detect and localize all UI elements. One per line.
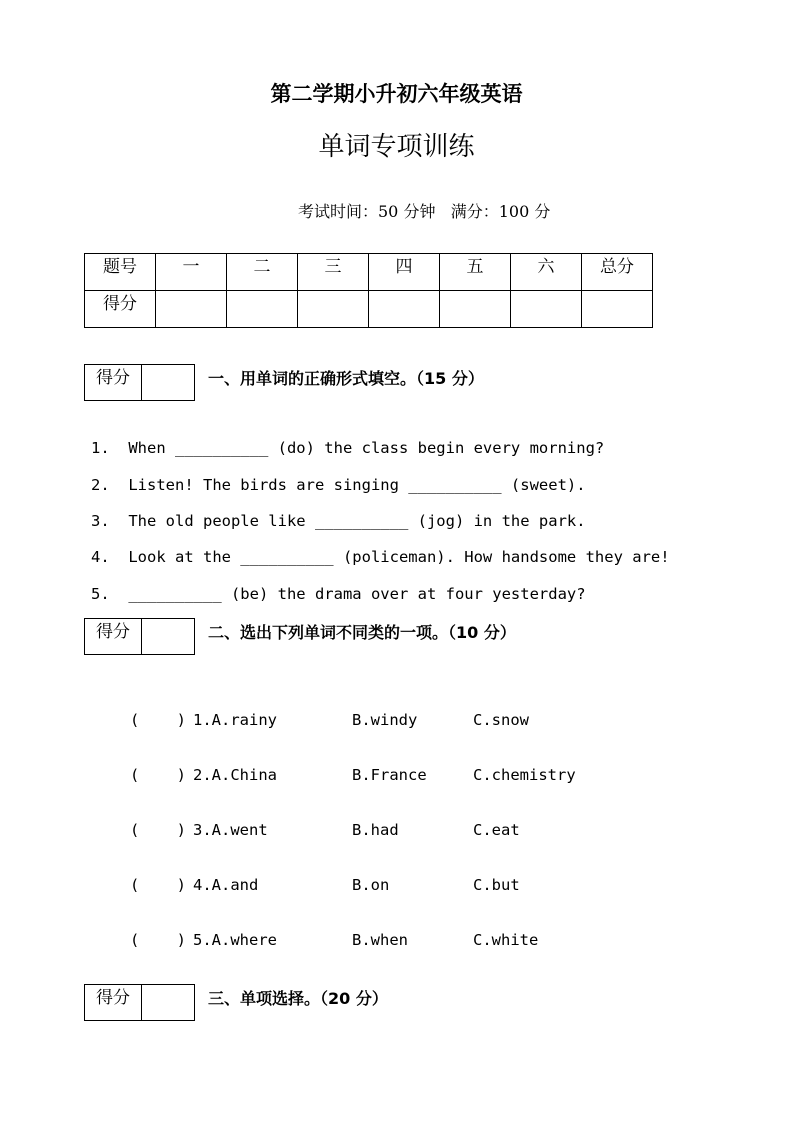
score-cell[interactable] <box>582 291 653 328</box>
option-b: B.on <box>352 876 390 894</box>
section1-score-box <box>84 364 195 401</box>
option-a: 2.A.China <box>193 766 277 784</box>
score-table-header: 四 <box>369 254 440 291</box>
option-c: C.white <box>473 931 539 949</box>
answer-bracket[interactable]: ( ) <box>130 766 186 784</box>
score-table-row-label: 得分 <box>85 291 156 328</box>
score-box-label: 得分 <box>85 619 142 654</box>
score-cell[interactable] <box>511 291 582 328</box>
answer-bracket[interactable]: ( ) <box>130 711 186 729</box>
score-box-value[interactable] <box>142 365 194 400</box>
fill-question: 5. __________ (be) the drama over at four yesterday? <box>91 585 586 603</box>
option-a: 3.A.went <box>193 821 268 839</box>
score-table-header: 六 <box>511 254 582 291</box>
fill-question: 4. Look at the __________ (policeman). How handsome they are! <box>91 548 670 566</box>
fill-question: 2. Listen! The birds are singing __________ (sweet). <box>91 476 586 494</box>
score-table-header: 二 <box>227 254 298 291</box>
score-table-header: 三 <box>298 254 369 291</box>
exam-info: 考试时间：50 分钟 满分：100 分 <box>298 202 551 221</box>
score-cell[interactable] <box>156 291 227 328</box>
answer-bracket[interactable]: ( ) <box>130 931 186 949</box>
option-b: B.when <box>352 931 408 949</box>
option-a: 1.A.rainy <box>193 711 277 729</box>
answer-bracket[interactable]: ( ) <box>130 821 186 839</box>
option-a: 4.A.and <box>193 876 259 894</box>
score-cell[interactable] <box>227 291 298 328</box>
score-box-value[interactable] <box>142 619 194 654</box>
page-title: 第二学期小升初六年级英语 <box>270 82 523 106</box>
fill-question: 1. When __________ (do) the class begin every morning? <box>91 439 605 457</box>
score-table-header: 题号 <box>85 254 156 291</box>
score-box-label: 得分 <box>85 365 142 400</box>
option-b: B.windy <box>352 711 418 729</box>
fill-question: 3. The old people like __________ (jog) in the park. <box>91 512 586 530</box>
section1-title: 一、用单词的正确形式填空。（15 分） <box>208 369 484 388</box>
score-cell[interactable] <box>369 291 440 328</box>
option-b: B.had <box>352 821 399 839</box>
score-table-header: 总分 <box>582 254 653 291</box>
score-cell[interactable] <box>440 291 511 328</box>
page-subtitle: 单词专项训练 <box>318 132 475 162</box>
option-b: B.France <box>352 766 427 784</box>
option-c: C.snow <box>473 711 529 729</box>
option-a: 5.A.where <box>193 931 277 949</box>
score-table-header-row <box>85 254 653 291</box>
section2-title: 二、选出下列单词不同类的一项。（10 分） <box>208 623 516 642</box>
score-box-value[interactable] <box>142 985 194 1020</box>
answer-bracket[interactable]: ( ) <box>130 876 186 894</box>
score-table-row <box>85 291 653 328</box>
option-c: C.eat <box>473 821 520 839</box>
score-table-header: 一 <box>156 254 227 291</box>
section2-score-box <box>84 618 195 655</box>
score-table-header: 五 <box>440 254 511 291</box>
option-c: C.chemistry <box>473 766 576 784</box>
option-c: C.but <box>473 876 520 894</box>
section3-title: 三、单项选择。（20 分） <box>208 989 388 1008</box>
score-cell[interactable] <box>298 291 369 328</box>
score-table <box>84 253 653 328</box>
score-box-label: 得分 <box>85 985 142 1020</box>
section3-score-box <box>84 984 195 1021</box>
